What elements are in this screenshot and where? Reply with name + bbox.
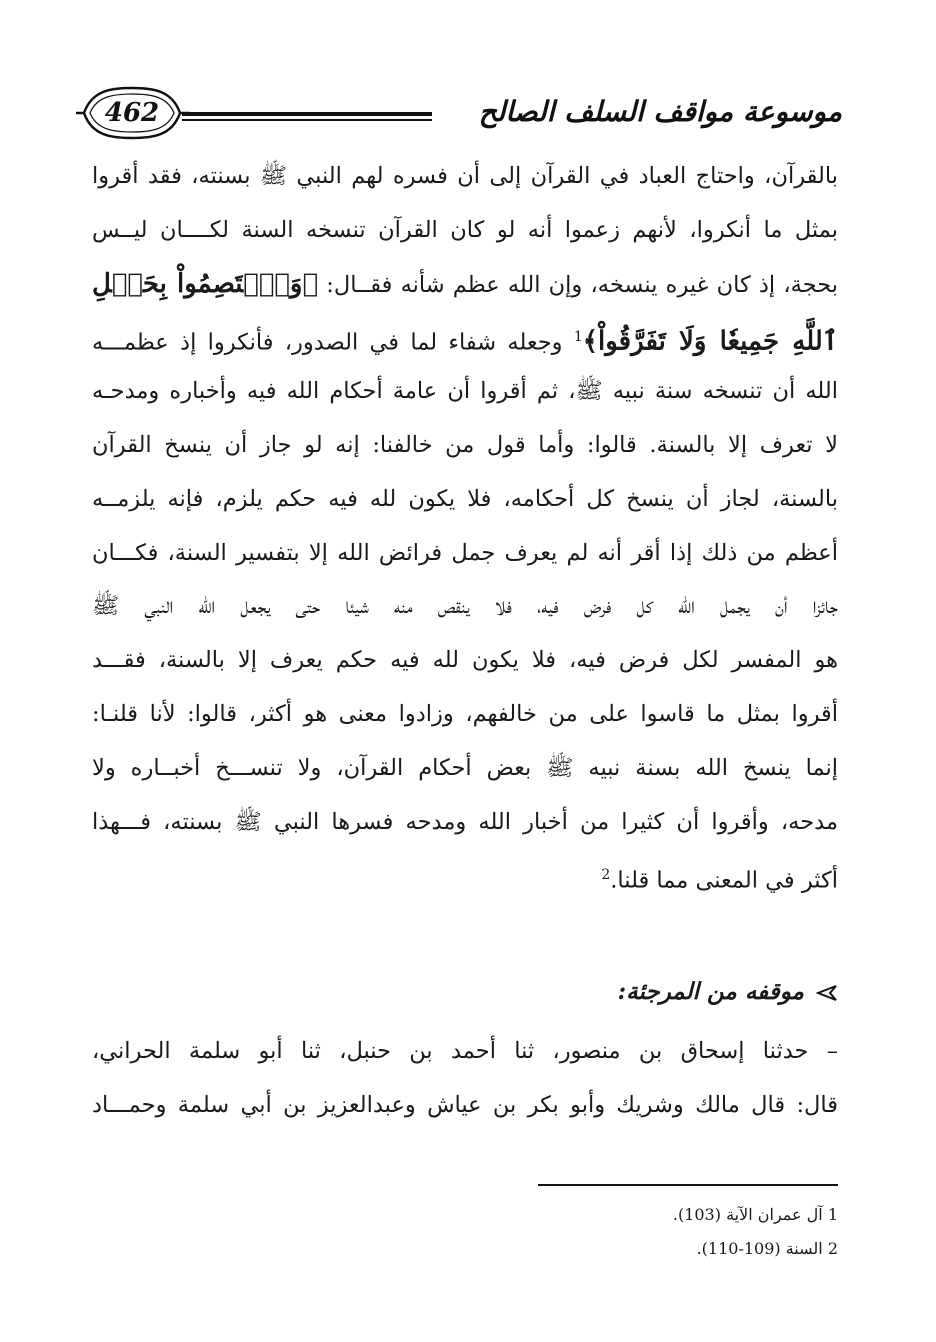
quran-verse-part-1: ﴿وَٱعۡتَصِمُواْ بِحَبۡلِ: [92, 268, 319, 299]
text-line: أكثر في المعنى مما قلنا.$^2$: [601, 867, 838, 894]
header-rule: [182, 112, 432, 126]
section-text: [92, 1025, 838, 1133]
text-line: بالقرآن، واحتاج العباد في القرآن إلى أن فسره لهم النبي ﷺ بسنته، فقد أقروا: [92, 163, 838, 189]
footnote-ref: 1: [573, 329, 583, 346]
text-line: أعظم من ذلك إذا أقر أنه لم يعرف جمل فرائض الله إلا بتفسير السنة، فكـــان: [92, 539, 838, 566]
footnote-2: 2 السنة (109-110).: [696, 1239, 838, 1258]
book-title: موسوعة مواقف السلف الصالح: [478, 95, 842, 128]
text-line: بمثل ما أنكروا، لأنهم زعموا أنه لو كان القرآن تنسخه السنة لكــــان ليــس: [92, 216, 838, 243]
text-line: بالسنة، لجاز أن ينسخ كل أحكامه، فلا يكون لله فيه حكم يلزم، فإنه يلزمــه: [92, 485, 838, 512]
page-number: 462: [104, 98, 160, 128]
text-line: الله أن تنسخه سنة نبيه ﷺ، ثم أقروا أن عامة أحكام الله فيه وأخباره ومدحـه: [92, 378, 838, 405]
text-line: – حدثنا إسحاق بن منصور، ثنا أحمد بن حنبل، ثنا أبو سلمة الحراني،: [92, 1038, 838, 1064]
text-line: جائزا أن يجمل الله كل فرض فيه، فلا ينقص منه شيئا حتى يجعل الله النبي ﷺ: [92, 593, 838, 620]
text-line: أقروا بمثل ما قاسوا على من خالفهم، وزادوا معنى هو أكثر، قالوا: لأنا قلنـا:: [92, 700, 838, 727]
quran-verse-part-2: ٱللَّهِ جَمِيعٗا وَلَا تَفَرَّقُواْ﴾: [582, 326, 838, 357]
main-text: [92, 150, 838, 903]
text-line: مدحه، وأقروا أن كثيرا من أخبار الله ومدحه فسرها النبي ﷺ بسنته، فـــهذا: [92, 808, 838, 835]
arrow-left-icon: [816, 984, 838, 1002]
text-line: لا تعرف إلا بالسنة. قالوا: وأما قول من خالفنا: إنه لو جاز أن ينسخ القرآن: [92, 431, 838, 458]
text-line: ٱللَّهِ جَمِيعٗا وَلَا تَفَرَّقُواْ﴾$^1$ وجعله شفاء لما في الصدور، فأنكروا إذ عظمـــه: [92, 326, 838, 357]
page-number-badge: [72, 84, 192, 142]
page-header: [72, 78, 842, 158]
section-heading: موقفه من المرجئة:: [92, 965, 838, 1019]
text-line: إنما ينسخ الله بسنة نبيه ﷺ بعض أحكام القرآن، ولا تنســـخ أخبــاره ولا: [92, 754, 838, 781]
footnote-divider: [538, 1184, 838, 1186]
footnote-ref: 2: [601, 867, 611, 884]
text-line: قال: قال مالك وشريك وأبو بكر بن عياش وعبدالعزيز بن أبي سلمة وحمـــاد: [92, 1091, 838, 1118]
text-line: بحجة، إذ كان غيره ينسخه، وإن الله عظم شأنه فقــال: ﴿وَٱعۡتَصِمُواْ بِحَبۡلِ: [92, 268, 838, 299]
footnotes: [538, 1198, 838, 1266]
text-line: هو المفسر لكل فرض فيه، فلا يكون لله فيه حكم يعرف إلا بالسنة، فقـــد: [92, 647, 838, 674]
footnote-1: 1 آل عمران الآية (103).: [672, 1205, 838, 1224]
